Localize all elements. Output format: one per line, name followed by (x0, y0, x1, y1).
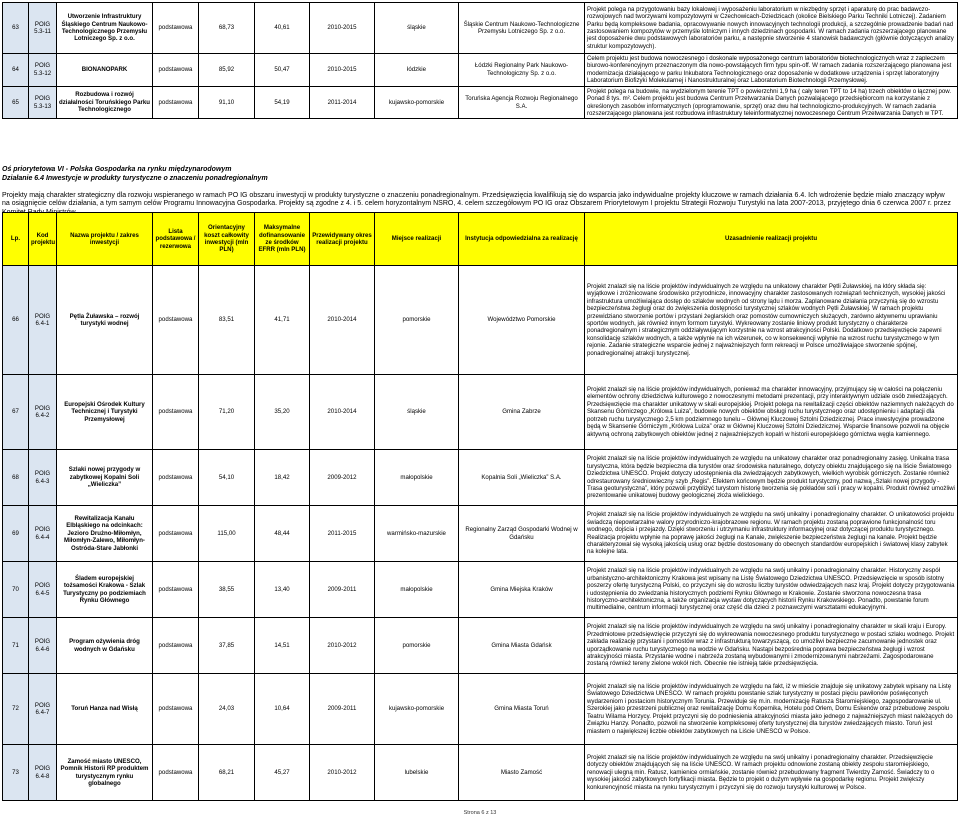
cell-cost: 37,85 (199, 618, 255, 674)
table-row (3, 266, 958, 375)
cell-institution: Gmina Miejska Kraków (459, 562, 585, 618)
cell-institution: Regionalny Zarząd Gospodarki Wodnej w Gdańsku (459, 506, 585, 562)
cell-list: podstawowa (153, 745, 199, 801)
cell-code: POIG 6.4-3 (29, 450, 57, 506)
cell-period: 2010-2014 (310, 375, 375, 450)
cell-name: Szlaki nowej przygody w zabytkowej Kopalni Soli „Wieliczka” (57, 450, 153, 506)
cell-institution: Toruńska Agencja Rozwoju Regionalnego S.A. (459, 86, 585, 119)
cell-description: Projekt znalazł się na liście projektów indywidualnych ze względu na swój unikalny i ponadregionalny charakter. Historyczny zespół urbanistyczno-architektoniczny Krakowa jest wpisany na Listę Światowego Dziedzictwa UNESCO. Przedsięwzięcie w sposób istotny poszerzy ofertę turystyczną Polski, co przyczyni się do wzrostu liczby turystów odwiedzających nasz kraj. Projekt dotyczy przygotowania i udostępnienia do zwiedzania historycznych podziemi Rynku Głównego w Krakowie. Zostanie stworzona nowoczesna trasa historyczno-architektoniczna, a także organizacja wystaw dotyczących historii Rynku Krakowskiego. Ponadto, powstanie forum multimedialne, centrum informacji turystycznej oraz część dla dzieci z poznawczymi warsztatami edukacyjnymi. (585, 562, 958, 618)
cell-period: 2010-2014 (310, 266, 375, 375)
cell-list: podstawowa (153, 506, 199, 562)
cell-name: Rozbudowa i rozwój działalności Toruńskiego Parku Technologicznego (57, 86, 153, 119)
cell-code: POIG 6.4-8 (29, 745, 57, 801)
cell-lp: 68 (3, 450, 29, 506)
cell-cost: 115,00 (199, 506, 255, 562)
cell-cost: 24,03 (199, 674, 255, 745)
cell-name: Program ożywienia dróg wodnych w Gdańsku (57, 618, 153, 674)
cell-name: Rewitalizacja Kanału Elbląskiego na odcinkach: Jeziorо Drużno-Miłomłyn, Miłomłyn-Zalewo, Miłomłyn-Ostróda-Stare Jabłonki (57, 506, 153, 562)
cell-cost: 54,10 (199, 450, 255, 506)
cell-place: łódzkie (375, 54, 459, 87)
cell-lp: 73 (3, 745, 29, 801)
cell-institution: Łódzki Regionalny Park Naukowo-Technologiczny Sp. z o.o. (459, 54, 585, 87)
cell-description: Celem projektu jest budowa nowoczesnego i doskonale wyposażonego centrum laboratoriów biotechnologicznych wraz z zapleczem biurowo-konferencyjnym przeznaczonym dla nowo-powstających firm typu spin-off. W ramach zadania rozszerzającego planowana jest modernizacja działającego w parku Inkubatora Technologicznego oraz doposażenie w dodatkowe urządzenia i sprzęt laboratoryjny Laboratorium Biofizyki Molekularnej i Nanostrukturalnej oraz Laboratorium Biotechnologii Przemysłowej. (585, 54, 958, 87)
cell-name: Pętla Żuławska – rozwój turystyki wodnej (57, 266, 153, 375)
cell-name: Utworzenie Infrastruktury Śląskiego Centrum Naukowo-Technologicznego Przemysłu Lotniczego Sp. z o.o. (57, 3, 153, 54)
cell-list: podstawowa (153, 3, 199, 54)
table-row (3, 562, 958, 618)
cell-place: pomorskie (375, 266, 459, 375)
table-row (3, 506, 958, 562)
cell-period: 2010-2012 (310, 618, 375, 674)
cell-place: kujawsko-pomorskie (375, 86, 459, 119)
section-intro (2, 166, 954, 218)
cell-cost: 71,20 (199, 375, 255, 450)
table-row (3, 3, 958, 54)
cell-description: Projekt polega na budowie, na wydzielonym terenie TPT o powierzchni 1,9 ha ( cały teren TPT to 14 ha) trzech obiektów o łącznej pow. Ponad 8 tys. m². Celem projektu jest budowa Centrum Przetwarzania Danych pozwalającego przedsiębiorcom na korzystanie z określonych zasobów informatycznych (oprogramowanie, sprzęt) oraz dwu hal technologiczno-produkcyjnych. W ramach zadania rozszerzającego planowana jest rozbudowa infrastruktury teleinformatycznej nowoczesnego Centrum Przetwarzania Danych w TPT. (585, 86, 958, 119)
cell-place: śląskie (375, 375, 459, 450)
table-row (3, 618, 958, 674)
header-period: Przewidywany okres realizacji projektu (310, 213, 375, 266)
cell-place: warmińsko-mazurskie (375, 506, 459, 562)
cell-lp: 67 (3, 375, 29, 450)
table-row (3, 450, 958, 506)
table-row (3, 375, 958, 450)
table-row (3, 745, 958, 801)
cell-name: Europejski Ośrodek Kultury Technicznej i Turystyki Przemysłowej (57, 375, 153, 450)
cell-institution: Gmina Zabrze (459, 375, 585, 450)
header-name: Nazwa projektu / zakres inwestycji (57, 213, 153, 266)
cell-cost: 85,92 (199, 54, 255, 87)
cell-cost: 38,55 (199, 562, 255, 618)
cell-efrr: 45,27 (255, 745, 310, 801)
table-row (3, 54, 958, 87)
table-header-row (3, 213, 958, 266)
cell-lp: 69 (3, 506, 29, 562)
cell-code: POIG 6.4-5 (29, 562, 57, 618)
section-paragraph: Projekty mają charakter strategiczny dla rozwoju wspieranego w ramach PO IG obszaru inwestycji w produkty turystyczne o znaczeniu ponadregionalnym. Przedsięwzięcia kwalifikują się do wsparcia jako indywidualne projekty kluczowe w ramach działania 6.4. Ich wdrożenie będzie miało znaczący wpływ na osiągnięcie celów działania, a tym samym celów Programu Innowacyjna Gospodarka. Projekty są zgodne z 4. i 5. celem horyzontalnym NSRO, 4. celem szczegółowym PO IG oraz Obszarem Priorytetowym I projektu Strategii Rozwoju Turystyki na lata 2007-2013, przyjętego dnia 6 czerwca 2007 r. przez (2, 191, 951, 208)
cell-lp: 63 (3, 3, 29, 54)
table-row (3, 674, 958, 745)
cell-description: Projekt znalazł się na liście projektów indywidualnych ze względu na swój unikalny i ponadregionalny charakter w skali kraju i Europy. Przedmiotowe przedsięwzięcie przyczyni się do wykreowania nowoczesnego produktu turystycznego w postaci szlaku wodnego. Projekt zakłada realizację przystani i pomostów wraz z infrastrukturą towarzyszącą, co umożliwi bezpieczne zacumowanie jednostek oraz uporządkowanie ruchu turystycznego na wodzie w Gdańsku. Nastąpi bezpośrednia poprawa bezpieczeństwa żeglugi i wzrost atrakcyjności miasta. Przystanie wodne i nabrzeża zostaną wybudowanymi i zmodernizowanymi nabrzeżami. Zagospodarowane zostaną również tereny zielone wokół nich. Obecnie nie istnieją takie przedsięwzięcia. (585, 618, 958, 674)
cell-cost: 68,21 (199, 745, 255, 801)
cell-name: BIONANOPARK (57, 54, 153, 87)
priority-axis-heading: Oś priorytetowa VI - Polska Gospodarka na rynku międzynarodowym (2, 166, 232, 173)
header-efrr: Maksymalne dofinansowanie ze środków EFRR (mln PLN) (255, 213, 310, 266)
cell-code: POIG 5.3-11 (29, 3, 57, 54)
tourism-projects-table (2, 212, 958, 801)
cell-lp: 72 (3, 674, 29, 745)
cell-period: 2009-2012 (310, 450, 375, 506)
cell-list: podstawowa (153, 375, 199, 450)
header-list: Lista podstawowa / rezerwowa (153, 213, 199, 266)
cell-cost: 68,73 (199, 3, 255, 54)
cell-cost: 83,51 (199, 266, 255, 375)
cell-code: POIG 6.4-4 (29, 506, 57, 562)
table-row (3, 86, 958, 119)
cell-efrr: 50,47 (255, 54, 310, 87)
cell-description: Projekt znalazł się na liście projektów indywidualnych ze względu na fakt, iż w mieście znajduje się unikatowy zabytek wpisany na Listę Światowego Dziedzictwa UNESCO. W ramach projektu powstanie szlak turystyczny w postaci pięciu pawilonów poświęconych wydarzeniom i postaciom historycznym Torunia. Przewiduje się m.in. modernizację Ratusza Staromiejskiego, zagospodarowanie ul. Szerokiej jako przestrzeni publicznej oraz rewitalizację Domu Kopernika, Hotelu pod Orłem, Domu Eskenów oraz przebudowę zespołu Teatru Wilama Horzycy. Projekt przyczyni się do podniesienia atrakcyjności miasta jako jednego z najważniejszych miast należących do Związku Hanzy. Ponadto, pozwoli na stworzenie kompleksowej oferty turystycznej dla turystów zwiedzających miasto. Toruń jest miastem o największej liczbie obiektów zabytkowych na Liście UNESCO w Polsce. (585, 674, 958, 745)
cell-efrr: 10,64 (255, 674, 310, 745)
cell-code: POIG 5.3-12 (29, 54, 57, 87)
cell-period: 2009-2011 (310, 562, 375, 618)
cell-place: małopolskie (375, 562, 459, 618)
cell-institution: Gmina Miasta Toruń (459, 674, 585, 745)
header-place: Miejsce realizacji (375, 213, 459, 266)
cell-lp: 66 (3, 266, 29, 375)
cell-place: kujawsko-pomorskie (375, 674, 459, 745)
cell-place: lubelskie (375, 745, 459, 801)
page-number: Strona 6 z 13 (463, 810, 497, 816)
cell-lp: 64 (3, 54, 29, 87)
cell-description: Projekt znalazł się na liście projektów indywidualnych, ponieważ ma charakter innowacyjny, przyjmujący się w całości na połączeniu elementów ochrony dziedzictwa kulturowego z nowoczesnymi metodami prezentacji, przy interaktywnym udziale osób zwiedzających. Przedsięwzięcie ma charakter unikatowy w skali europejskiej. Projekt polega na rewitalizacji części obiektów naziemnych należących do Skansenu Górniczego „Królowa Luiza”, budowie nowych obiektów obsługi ruchu turystycznego oraz udostępnieniu i adaptacji dla potrzeb ruchu turystycznego 2,5 km podziemnego tunelu – Głównej Kluczowej Sztolni Dziedzicznej. Prace inwestycyjne prowadzone będą w Skansenie Górniczym „Królowa Luiza” oraz w Głównej Kluczowej Sztolni Dziedzicznej. Wsparcie finansowe pozwoli na objęcie aktywną ochroną zabytkowych obiektów jednej z najważniejszych kopalń w historii europejskiego górnictwa węgla kamiennego. (585, 375, 958, 450)
cell-description: Projekt znalazł się na liście projektów indywidualnych ze względu na unikatowy charakter oraz ponadregionalny zasięg. Unikalna trasa turystyczna, która będzie bezpieczna dla turystów oraz środowiska naturalnego, dotyczy obiektu znajdującego się na liście Światowego Dziedzictwa UNESCO. Projekt dotyczy udostępnienia dla zwiedzających zabytkowych, wielkich wyrobisk górniczych. Zostanie również odrestaurowany średniowieczny szyb „Regis”. Efektem końcowym będzie produkt turystyczny, pod nazwą „Szlaki nowej przygody - Trasa geoturystyczna”, który pozwoli przybliżyć turystom historię tworzenia się pokładów soli i pracy w kopalni. Produkt również umożliwi prezentowanie unikatowej budowy geologicznej złoża wielickiego. (585, 450, 958, 506)
cell-period: 2011-2014 (310, 86, 375, 119)
cell-period: 2011-2015 (310, 506, 375, 562)
cell-place: małopolskie (375, 450, 459, 506)
cell-institution: Kopalnia Soli „Wieliczka” S.A. (459, 450, 585, 506)
cell-efrr: 13,40 (255, 562, 310, 618)
cell-place: śląskie (375, 3, 459, 54)
cell-institution: Śląskie Centrum Naukowo-Technologiczne Przemysłu Lotniczego Sp. z o.o. (459, 3, 585, 54)
cell-efrr: 40,61 (255, 3, 310, 54)
header-lp: Lp. (3, 213, 29, 266)
cell-period: 2010-2012 (310, 745, 375, 801)
cell-lp: 70 (3, 562, 29, 618)
cell-code: POIG 6.4-1 (29, 266, 57, 375)
cell-lp: 65 (3, 86, 29, 119)
cell-period: 2009-2011 (310, 674, 375, 745)
cell-description: Projekt znalazł się na liście projektów indywidualnych ze względu na unikatowy charakter Pętli Żuławskiej, na który składa się: wyjątkowe i zróżnicowane środowisko przyrodnicze, innowacyjny charakter zastosowanych rozwiązań technicznych, wysokiej jakości infrastruktura umożliwiająca dostęp do szlaków wodnych od strony lądu i morza. Zaplanowane działania przyczynią się do wzrostu bezpieczeństwa żeglugi oraz do zwiększenia dostępności turystycznej szlaków wodnych Pętli Żuławskiej. W ramach projektu przewidziano stworzenie portów i przystani żeglarskich oraz pomostów cumowniczych służących, zarówno aktywnemu uprawianiu sportów wodnych, jak również innym formom turystyki. Wykreowany zostanie liniowy produkt turystyczny o charakterze ponadregionalnym i strategicznym oddziaływującym korzystnie na wzrost atrakcyjności Polski. Dodatkowo przedsięwzięcie zapewni konsolidację szlaków wodnych, a także wpłynie na ich wizerunek, co w konsekwencji wpłynie na wzrost ruchu turystycznego w tym rejonie. Zadanie strategiczne wsparcie jednej z najważniejszych form rekreacji w Polsce umożliwiające stworzenie spójnej, ponadregionalnej atrakcji turystycznej. (585, 266, 958, 375)
cell-efrr: 41,71 (255, 266, 310, 375)
cell-code: POIG 6.4-6 (29, 618, 57, 674)
cell-description: Projekt znalazł się na liście projektów indywidualnych ze względu na swój unikalny i ponadregionalny charakter. O unikatowości projektu świadczą niepowtarzalne walory przyrodniczo-krajobrazowe regionu. W ramach projektu zostaną poprawione funkcjonalność toru wodnego, dojścia i przejazdy. Dzięki stworzeniu i utrzymaniu infrastruktury informacyjnej oraz dotyczącej produktu turystycznego. Realizacja projektu wpłynie na poprawę jakości żeglugi na Kanale, zwiększenie bezpieczeństwa żeglugi na kanale. Projekt będzie charakteryzował się wysoką jakością usług oraz będzie dostosowany do obecnych standardów europejskich i światowej klasy zabytek na kolejne lata. (585, 506, 958, 562)
header-code: Kod projektu (29, 213, 57, 266)
cell-cost: 91,10 (199, 86, 255, 119)
cell-list: podstawowa (153, 618, 199, 674)
cell-code: POIG 6.4-2 (29, 375, 57, 450)
cell-list: podstawowa (153, 562, 199, 618)
top-projects-table (2, 2, 958, 119)
cell-list: podstawowa (153, 266, 199, 375)
cell-name: Toruń Hanza nad Wisłą (57, 674, 153, 745)
cell-efrr: 18,42 (255, 450, 310, 506)
cell-efrr: 54,19 (255, 86, 310, 119)
header-institution: Instytucja odpowiedzialna za realizację (459, 213, 585, 266)
cell-efrr: 35,20 (255, 375, 310, 450)
cell-place: pomorskie (375, 618, 459, 674)
header-description: Uzasadnienie realizacji projektu (585, 213, 958, 266)
cell-institution: Miasto Zamość (459, 745, 585, 801)
cell-list: podstawowa (153, 450, 199, 506)
cell-efrr: 14,51 (255, 618, 310, 674)
cell-list: podstawowa (153, 54, 199, 87)
cell-code: POIG 5.3-13 (29, 86, 57, 119)
cell-lp: 71 (3, 618, 29, 674)
cell-list: podstawowa (153, 674, 199, 745)
cell-period: 2010-2015 (310, 54, 375, 87)
cell-code: POIG 6.4-7 (29, 674, 57, 745)
action-heading: Działanie 6.4 Inwestycje w produkty turystyczne o znaczeniu ponadregionalnym (2, 174, 268, 182)
header-cost: Orientacyjny koszt całkowity inwestycji (mln PLN) (199, 213, 255, 266)
cell-efrr: 48,44 (255, 506, 310, 562)
cell-name: Śladem europejskiej tożsamości Krakowa - Szlak Turystyczny po podziemiach Rynku Głównego (57, 562, 153, 618)
cell-institution: Gmina Miasta Gdańsk (459, 618, 585, 674)
cell-period: 2010-2015 (310, 3, 375, 54)
cell-name: Zamość miasto UNESCO, Pomnik Historii RP produktem turystycznym rynku globalnego (57, 745, 153, 801)
cell-list: podstawowa (153, 86, 199, 119)
cell-description: Projekt polega na przygotowaniu bazy lokalowej i wyposażeniu laboratorium w niezbędny sprzęt i aparaturę do prac badawczo-rozwojowych nad tworzywami kompozytowymi w Czechowicach-Dziedzicach (okolice Bielskiego Parku Techniki Lotniczej). Zadaniem Parku będą kompleksowe badania, opracowywanie nowych innowacyjnych technologii produkcji, a szczególnie prowadzenie badań nad zastosowaniem kompozytów w przemyśle lotniczym i innych dziedzinach gospodarki. W ramach zadania rozszerzającego planowane jest doposażenie dwu podstawowych laboratoriów parku, a następnie stworzenie 4 stanowisk badawczych (głównie dotyczących analizy struktur kompozytowych). (585, 3, 958, 54)
cell-institution: Województwo Pomorskie (459, 266, 585, 375)
cell-description: Projekt znalazł się na liście projektów indywidualnych ze względu na swój unikalny i ponadregionalny charakter. Przedsięwzięcie dotyczy obiektów znajdujących się na liście UNESCO. W ramach projektu odnowione zostaną obiekty zespołu staromiejskiego, renowacji ulegną min. Ratusz, kamienice ormiańskie, zostanie również przebudowany fragment Twierdzy Zamość. Świadczy to o wysokiej jakości zabytkowych fortyfikacji miasta. Będzie to projekt o dużym wpływie na gospodarkę regionu. Projekt zwiększy konkurencyjność miasta na rynku turystycznym i przyczyni się do rozwoju turystyki kulturowej w Polsce. (585, 745, 958, 801)
